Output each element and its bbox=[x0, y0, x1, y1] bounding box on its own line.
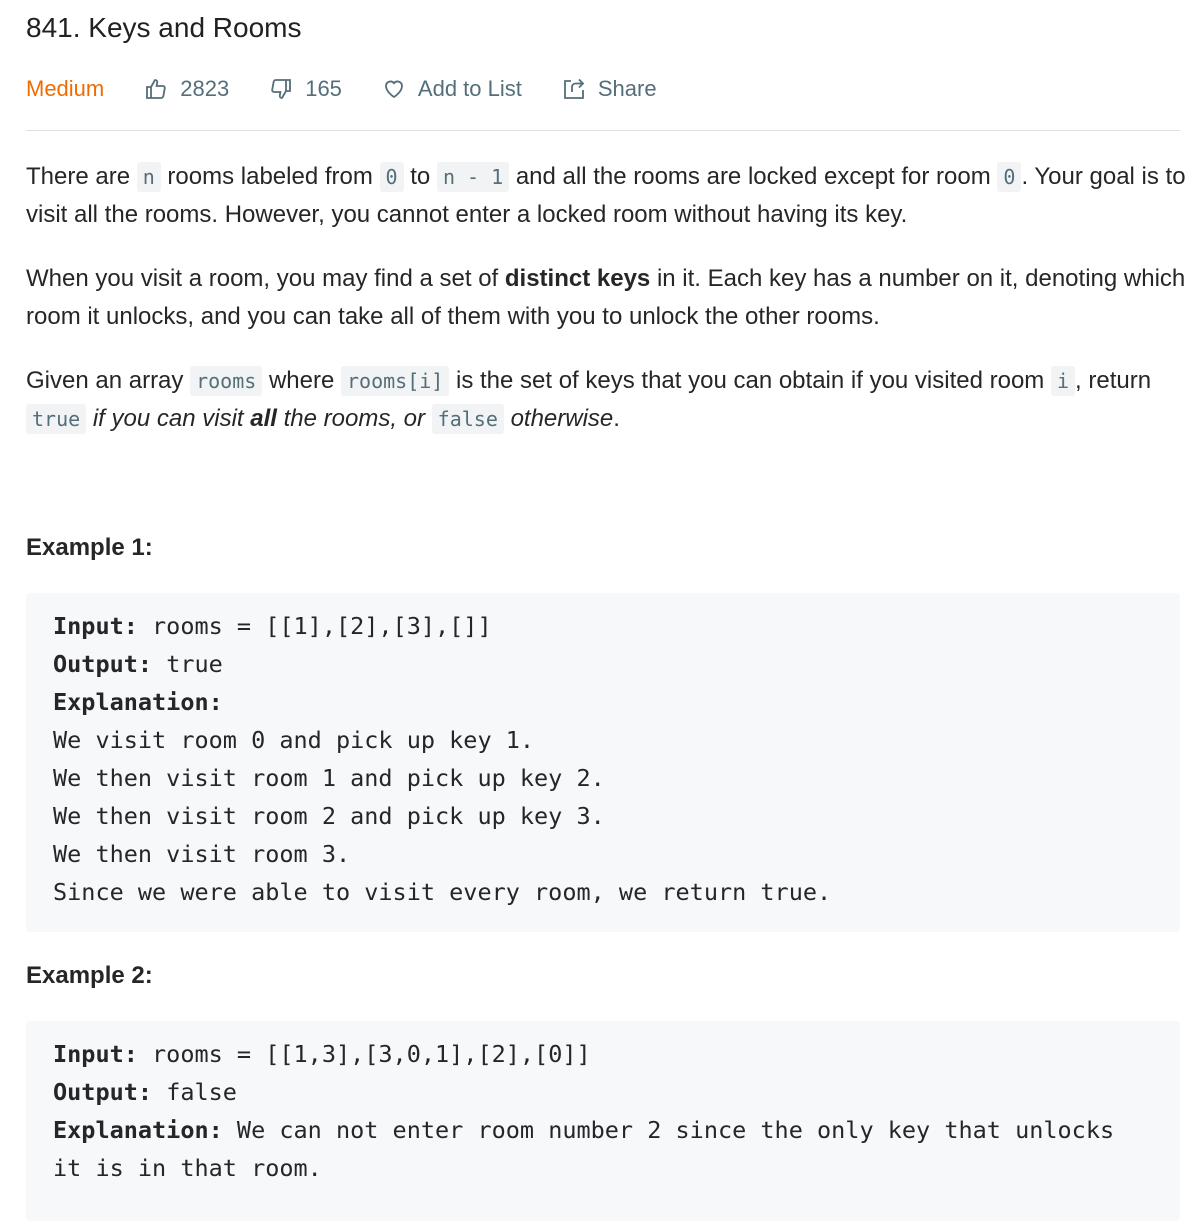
add-to-list-label: Add to List bbox=[417, 76, 522, 101]
explanation-line: it is in that room. bbox=[53, 1154, 322, 1182]
text: When you visit a room, you may find a set of bbox=[26, 265, 505, 292]
text: Given an array bbox=[26, 367, 191, 394]
explanation-line: We visit room 0 and pick up key 1. bbox=[53, 726, 535, 754]
example-output: false bbox=[152, 1078, 237, 1106]
inline-code: n - 1 bbox=[437, 162, 509, 192]
text: in it. Each key has a number on it, denoting which room it unlocks, and you can take all of them with you to unlock the other rooms. bbox=[26, 265, 1186, 330]
description-paragraph-1 bbox=[26, 158, 1186, 234]
inline-code: false bbox=[432, 404, 504, 434]
explanation-line: Since we were able to visit every room, we return true. bbox=[53, 878, 832, 906]
label: Output: bbox=[53, 650, 153, 678]
example-1-code-block bbox=[26, 593, 1180, 932]
description-paragraph-2 bbox=[26, 260, 1186, 336]
example-input: rooms = [[1],[2],[3],[]] bbox=[137, 612, 492, 640]
label: Input: bbox=[53, 1040, 138, 1068]
heart-icon bbox=[382, 77, 406, 101]
label: Explanation: bbox=[53, 1116, 223, 1144]
text: . bbox=[613, 405, 620, 432]
label: Input: bbox=[53, 612, 138, 640]
share-label: Share bbox=[597, 76, 657, 101]
example-output: true bbox=[152, 650, 223, 678]
bold-italic-text: all bbox=[250, 405, 277, 432]
explanation-text: We can not enter room number 2 since the only key that unlocks bbox=[222, 1116, 1115, 1144]
inline-code: n bbox=[137, 162, 161, 192]
like-count: 2823 bbox=[180, 76, 230, 101]
thumbs-down-icon bbox=[269, 77, 293, 101]
inline-code: 0 bbox=[380, 162, 404, 192]
problem-meta-bar bbox=[26, 74, 697, 104]
example-1-heading: Example 1: bbox=[26, 534, 153, 561]
text: is the set of keys that you can obtain if you visited room bbox=[449, 367, 1051, 394]
text: . Your goal is to visit all the rooms. However, you cannot enter a locked room without having its key. bbox=[26, 163, 1186, 228]
italic-text: otherwise bbox=[510, 405, 614, 432]
inline-code: rooms bbox=[190, 366, 262, 396]
label: Explanation: bbox=[53, 688, 223, 716]
text bbox=[86, 405, 93, 432]
inline-code: i bbox=[1051, 366, 1075, 396]
label: Output: bbox=[53, 1078, 153, 1106]
description-paragraph-3 bbox=[26, 362, 1186, 438]
example-input: rooms = [[1,3],[3,0,1],[2],[0]] bbox=[137, 1040, 591, 1068]
problem-description bbox=[26, 158, 1186, 464]
bold-text: distinct keys bbox=[504, 265, 651, 292]
explanation-line: We then visit room 3. bbox=[53, 840, 351, 868]
text: where bbox=[262, 367, 341, 394]
text: to bbox=[403, 163, 437, 190]
divider bbox=[26, 130, 1180, 131]
italic-text: the rooms, or bbox=[276, 405, 432, 432]
dislike-count: 165 bbox=[305, 76, 342, 101]
text: There are bbox=[26, 163, 137, 190]
problem-title: 841. Keys and Rooms bbox=[26, 12, 302, 43]
dislike-button[interactable] bbox=[269, 76, 342, 102]
inline-code: rooms[i] bbox=[341, 366, 449, 396]
difficulty-label: Medium bbox=[26, 76, 105, 101]
example-2-code-block bbox=[26, 1021, 1180, 1221]
italic-text: if you can visit bbox=[92, 405, 251, 432]
explanation-line: We then visit room 1 and pick up key 2. bbox=[53, 764, 605, 792]
share-button[interactable] bbox=[562, 76, 657, 102]
share-icon bbox=[562, 77, 586, 101]
example-2-heading: Example 2: bbox=[26, 962, 153, 989]
add-to-list-button[interactable] bbox=[382, 76, 522, 102]
inline-code: true bbox=[26, 404, 86, 434]
inline-code: 0 bbox=[997, 162, 1021, 192]
like-button[interactable] bbox=[144, 76, 229, 102]
text: and all the rooms are locked except for room bbox=[509, 163, 998, 190]
explanation-line: We then visit room 2 and pick up key 3. bbox=[53, 802, 605, 830]
text: , return bbox=[1075, 367, 1152, 394]
text: rooms labeled from bbox=[160, 163, 380, 190]
thumbs-up-icon bbox=[144, 77, 168, 101]
